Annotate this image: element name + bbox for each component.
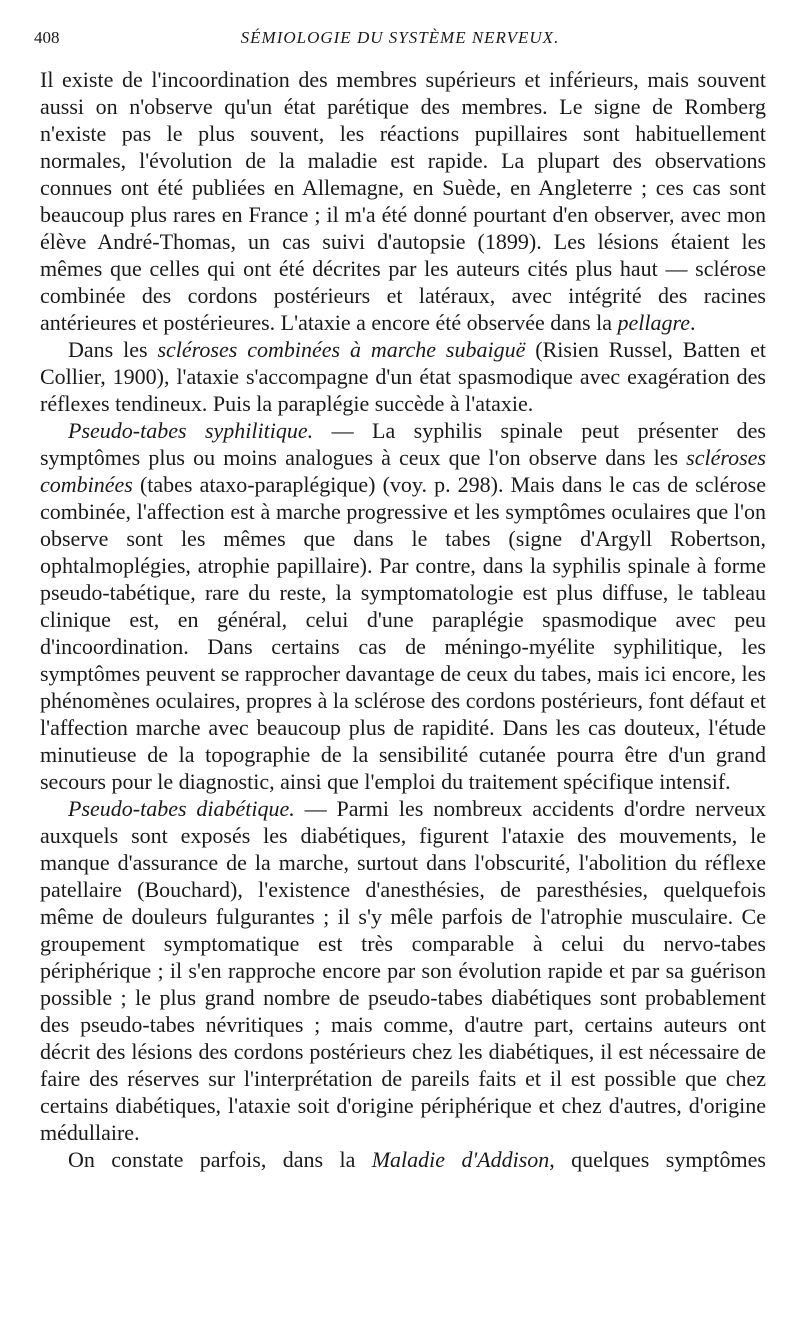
section-heading: Pseudo-tabes diabétique. — [68, 796, 295, 821]
body-text — [40, 66, 766, 1173]
paragraph-text: Dans les — [68, 337, 158, 362]
section-heading: Pseudo-tabes syphilitique. — [68, 418, 314, 443]
running-title: SÉMIOLOGIE DU SYSTÈME NERVEUX. — [240, 28, 560, 47]
emphasis-text: scléroses combinées à marche subaiguë — [157, 337, 526, 362]
emphasis-text: scléroses combinées — [40, 445, 766, 497]
page-number: 408 — [34, 28, 60, 47]
paragraph-text: On constate parfois, dans la — [68, 1147, 372, 1172]
paragraph-text: Il existe de l'incoordination des membres supérieurs et inférieurs, mais souvent aussi on n'observe qu'un état parétique des membres. Le signe de Romberg n'existe pas le plus souvent, les réactions pupillaires sont habituellement normales, l'évolution de la maladie est rapide. La plupart des observations connues ont été publiées en Allemagne, en Suède, en Angleterre ; ces cas sont beaucoup plus rares en France ; il m'a été donné pourtant d'en observer, avec mon élève André-Thomas, un cas suivi d'autopsie (1899). Les lésions étaient les mêmes que celles qui ont été décrites par les auteurs cités plus haut — sclérose combinée des cordons postérieurs et latéraux, avec intégrité des racines antérieures et postérieures. L'ataxie a encore été observée dans la — [40, 67, 766, 335]
page-header — [34, 28, 766, 56]
paragraph-text: — La syphilis spinale peut présenter des symptômes plus ou moins analogues à ceux que l'on observe dans les — [40, 418, 766, 470]
paragraph-2 — [40, 336, 766, 417]
paragraph-text: (Risien Russel, Batten et Collier, 1900), l'ataxie s'accompagne d'un état spasmodique avec exagération des réflexes tendineux. Puis la paraplégie succède à l'ataxie. — [40, 337, 767, 416]
paragraph-4 — [40, 795, 766, 1146]
paragraph-text: , quelques symptômes — [549, 1147, 766, 1172]
paragraph-text: . — [690, 310, 696, 335]
paragraph-text: (tabes ataxo-paraplégique) (voy. p. 298). Mais dans le cas de sclérose combinée, l'affection est à marche progressive et les symptômes oculaires que l'on observe sont les mêmes que dans le tabes (signe d'Argyll Robertson, ophtalmoplégies, atrophie papillaire). Par contre, dans la syphilis spinale à forme pseudo-tabétique, rare du reste, la symptomatologie est plus diffuse, le tableau clinique est, en général, celui d'une paraplégie spasmodique avec peu d'incoordination. Dans certains cas de méningo-myélite syphilitique, les symptômes peuvent se rapprocher davantage de ceux du tabes, mais ici encore, les phénomènes oculaires, propres à la sclérose des cordons postérieurs, font défaut et l'affection marche avec beaucoup plus de rapidité. Dans les cas douteux, l'étude minutieuse de la topographie de la sensibilité cutanée pourra être d'un grand secours pour le diagnostic, ainsi que l'emploi du traitement spécifique intensif. — [40, 472, 766, 794]
paragraph-3 — [40, 417, 766, 795]
emphasis-text: pellagre — [617, 310, 690, 335]
paragraph-text: — Parmi les nombreux accidents d'ordre nerveux auxquels sont exposés les diabétiques, figurent l'ataxie des mouvements, le manque d'assurance de la marche, surtout dans l'obscurité, l'abolition du réflexe patellaire (Bouchard), l'existence d'anesthésies, de paresthésies, quelquefois même de douleurs fulgurantes ; il s'y mêle parfois de l'atrophie musculaire. Ce groupement symptomatique est très comparable à celui du nervo-tabes périphérique ; il s'en rapproche encore par son évolution rapide et par sa guérison possible ; le plus grand nombre de pseudo-tabes diabétiques sont probablement des pseudo-tabes névritiques ; mais comme, d'autre part, certains auteurs ont décrit des lésions des cordons postérieurs chez les diabétiques, il est nécessaire de faire des réserves sur l'interprétation de pareils faits et il est possible que chez certains diabétiques, l'ataxie soit d'origine périphérique et chez d'autres, d'origine médullaire. — [40, 796, 766, 1145]
paragraph-5 — [40, 1146, 766, 1173]
paragraph-1 — [40, 66, 766, 336]
emphasis-text: Maladie d'Addison — [371, 1147, 550, 1172]
